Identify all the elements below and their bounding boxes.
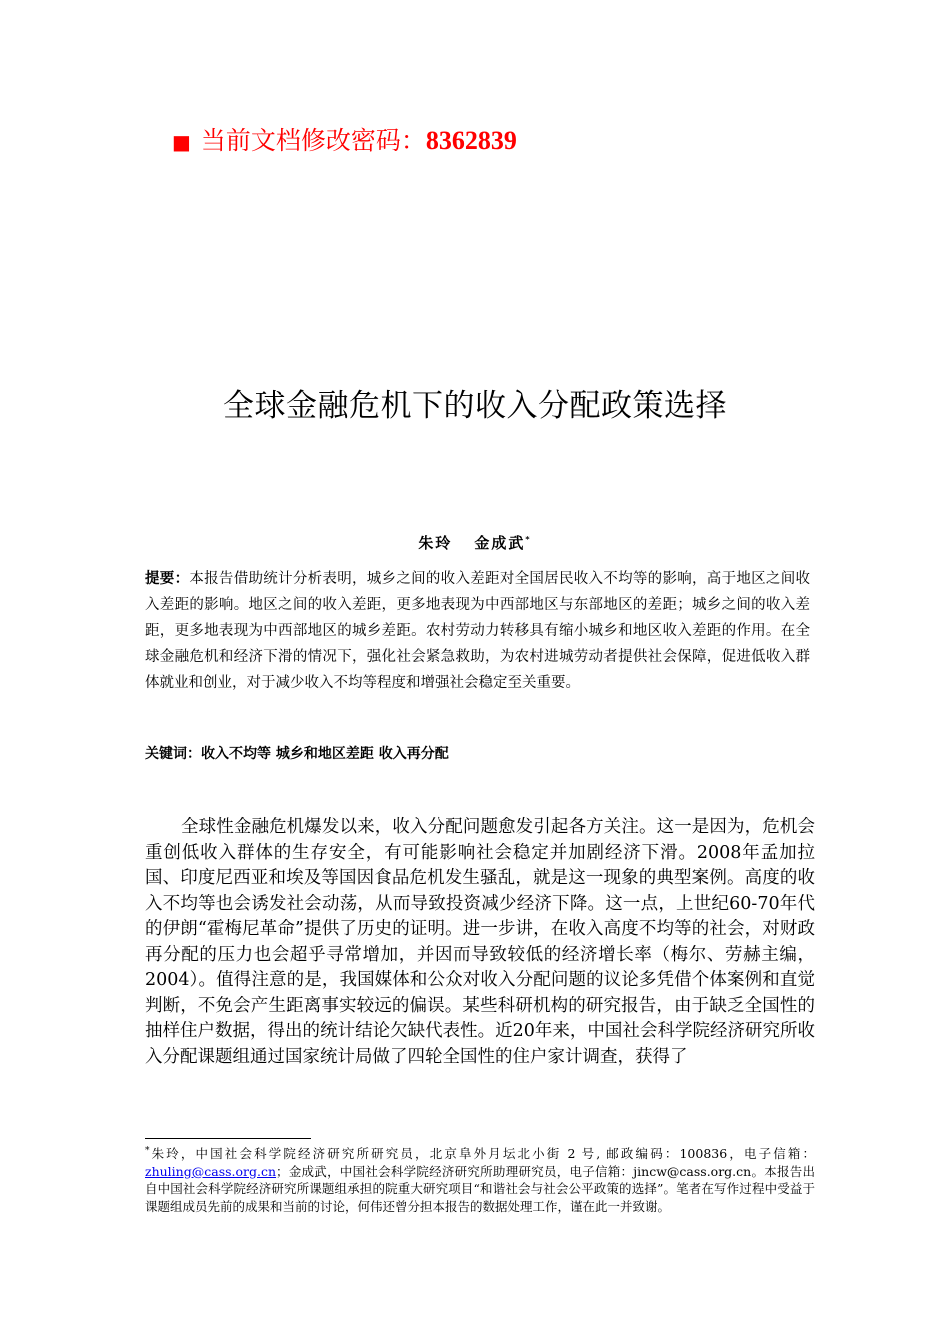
abstract-label: 提要： (145, 571, 190, 587)
footnote (145, 1143, 815, 1215)
body-paragraph: 全球性金融危机爆发以来，收入分配问题愈发引起各方关注。这一是因为，危机会重创低收入群体的生存安全，有可能影响社会稳定并加剧经济下滑。2008年孟加拉国、印度尼西亚和埃及等国因食品危机发生骚乱，就是这一现象的典型案例。高度的收入不均等也会诱发社会动荡，从而导致投资减少经济下降。这一点，上世纪60-70年代的伊朗“霍梅尼革命”提供了历史的证明。进一步讲，在收入高度不均等的社会，对财政再分配的压力也会超乎寻常增加，并因而导致较低的经济增长率（梅尔、劳赫主编，2004）。值得注意的是，我国媒体和公众对收入分配问题的议论多凭借个体案例和直觉判断，不免会产生距离事实较远的偏误。某些科研机构的研究报告，由于缺乏全国性的抽样住户数据，得出的统计结论欠缺代表性。近20年来，中国社会科学院经济研究所收入分配课题组通过国家统计局做了四轮全国性的住户家计调查，获得了 (145, 817, 815, 1067)
password-label: 当前文档修改密码： (200, 126, 426, 155)
keywords: 关键词：收入不均等 城乡和地区差距 收入再分配 (145, 746, 449, 762)
author-name: 朱玲 (418, 534, 453, 552)
authors-line (0, 532, 950, 553)
footnote-marker: * (145, 1146, 150, 1156)
password-notice (172, 122, 517, 161)
author-name: 金成武 (474, 534, 526, 552)
footnote-text-continued: ；金成武，中国社会科学院经济研究所助理研究员，电子信箱：jincw@cass.org.cn。本报告出自中国社会科学院经济研究所课题组承担的院重大研究项目“和谐社会与社会公平政策的选择”。笔者在写作过程中受益于课题组成员先前的成果和当前的讨论，何伟还曾分担本报告的数据处理工作，谨在此一并致谢。 (145, 1163, 815, 1214)
email-link[interactable]: zhuling@cass.org.cn (145, 1163, 277, 1179)
document-title: 全球金融危机下的收入分配政策选择 (223, 388, 727, 424)
abstract-text: 本报告借助统计分析表明，城乡之间的收入差距对全国居民收入不均等的影响，高于地区之间收入差距的影响。地区之间的收入差距，更多地表现为中西部地区与东部地区的差距；城乡之间的收入差距，更多地表现为中西部地区的城乡差距。农村劳动力转移具有缩小城乡和地区收入差距的作用。在全球金融危机和经济下滑的情况下，强化社会紧急救助，为农村进城劳动者提供社会保障，促进低收入群体就业和创业，对于减少收入不均等程度和增强社会稳定至关重要。 (145, 571, 811, 691)
footnote-divider (145, 1138, 311, 1139)
password-code: 8362839 (425, 126, 517, 155)
abstract (145, 566, 810, 696)
author-footnote-marker: * (525, 535, 532, 544)
square-bullet-icon: ■ (172, 130, 191, 154)
footnote-text: 朱玲，中国社会科学院经济研究所研究员，北京阜外月坛北小街 2 号, 邮政编码：100836，电子信箱： (149, 1146, 815, 1162)
